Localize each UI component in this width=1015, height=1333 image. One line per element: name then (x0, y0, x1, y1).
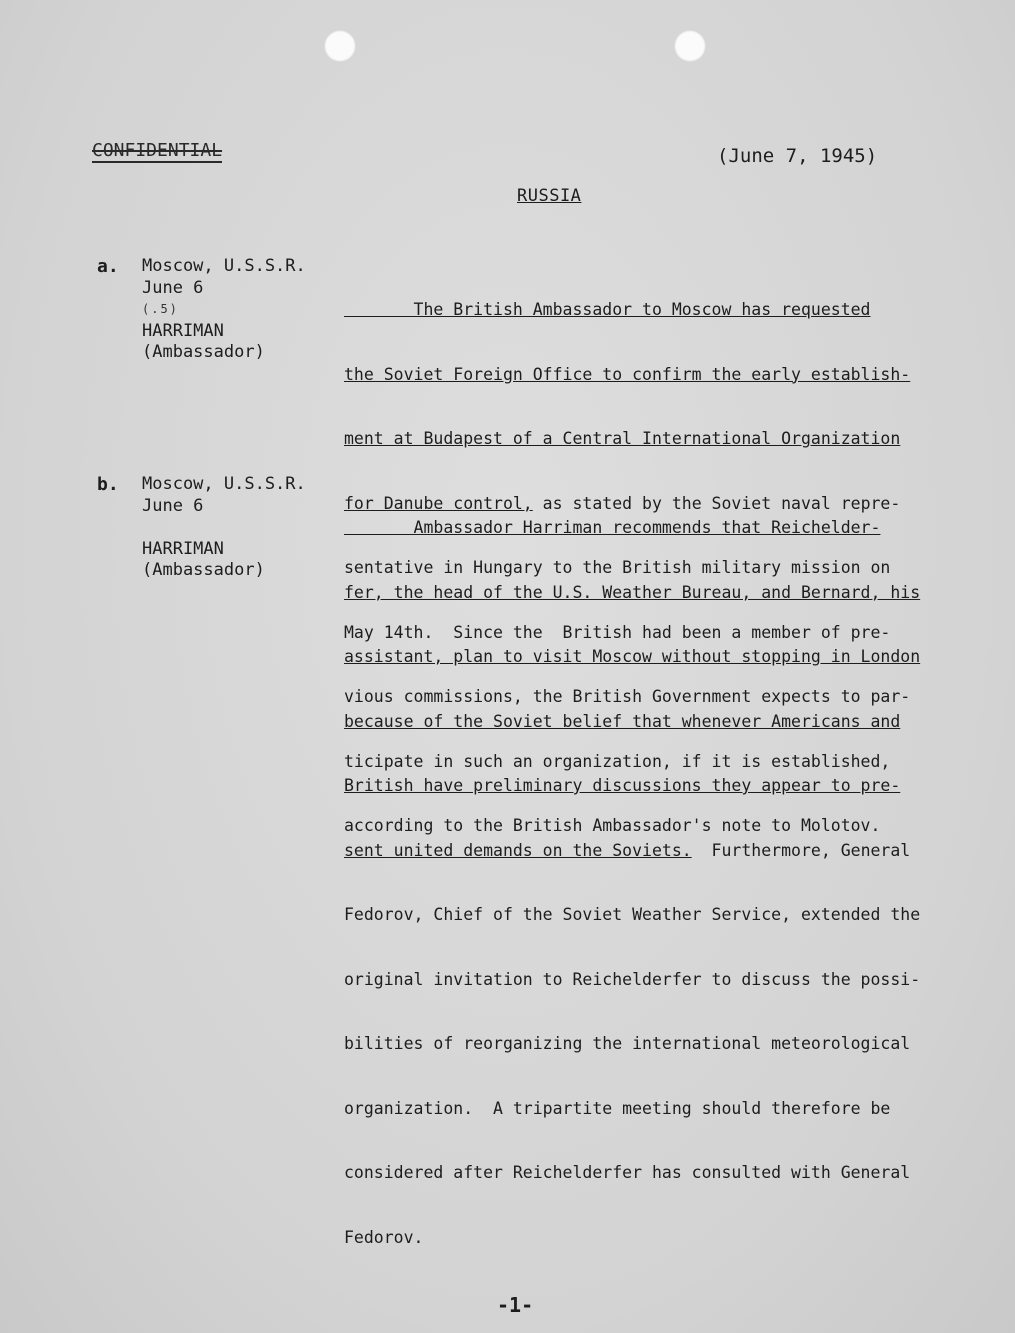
body-line: vious commissions, the British Government expects to par- (344, 687, 911, 706)
entry-location: Moscow, U.S.S.R. (142, 474, 306, 494)
body-line: original invitation to Reichelderfer to discuss the possi- (344, 969, 921, 989)
entry-location: Moscow, U.S.S.R. (142, 256, 306, 276)
entry-date: June 6 (142, 495, 204, 516)
body-line: The British Ambassador to Moscow has requested (344, 300, 871, 319)
punch-hole-left (324, 30, 356, 62)
body-line: Ambassador Harriman recommends that Reichelder- (344, 518, 881, 537)
page-number: -1- (497, 1293, 534, 1317)
body-line: considered after Reichelderfer has consulted with General (344, 1163, 911, 1182)
body-line: fer, the head of the U.S. Weather Bureau, and Bernard, his (344, 582, 921, 602)
entry-role: (Ambassador) (142, 342, 265, 362)
entry-date: June 6 (142, 277, 204, 298)
entry-meta (142, 474, 306, 582)
entry-sender: HARRIMAN (142, 320, 224, 341)
punch-hole-right (674, 30, 706, 62)
entry-meta (142, 256, 306, 364)
body-line: Fedorov. (344, 1227, 424, 1247)
body-line: the Soviet Foreign Office to confirm the early establish- (344, 364, 911, 384)
body-line: according to the British Ambassador's note to Molotov. (344, 816, 881, 835)
body-line: because of the Soviet belief that whenever Americans and (344, 711, 901, 731)
body-line: ment at Budapest of a Central International Organization (344, 429, 901, 448)
entry-letter: a. (97, 256, 119, 277)
body-line: assistant, plan to visit Moscow without stopping in London (344, 647, 921, 666)
body-line: bilities of reorganizing the international meteorological (344, 1034, 911, 1053)
body-line: British have preliminary discussions they appear to pre- (344, 776, 901, 795)
body-line: ticipate in such an organization, if it is established, (344, 751, 891, 771)
entry-sender: HARRIMAN (142, 538, 224, 559)
entry-role: (Ambassador) (142, 560, 265, 580)
body-line: organization. A tripartite meeting should therefore be (344, 1098, 891, 1118)
body-line: for Danube control, as stated by the Soviet naval repre- (344, 493, 901, 513)
entry-body (344, 474, 960, 1291)
document-title: RUSSIA (517, 186, 582, 206)
body-line: sentative in Hungary to the British military mission on (344, 558, 891, 577)
document-date: (June 7, 1945) (717, 145, 878, 167)
body-line: May 14th. Since the British had been a member of pre- (344, 622, 891, 642)
body-line: Fedorov, Chief of the Soviet Weather Service, extended the (344, 905, 921, 924)
entry-mark: (.5) (142, 302, 179, 316)
body-line: sent united demands on the Soviets. Furthermore, General (344, 840, 911, 860)
entry-letter: b. (97, 474, 119, 495)
classification-stamp: CONFIDENTIAL (92, 140, 223, 161)
